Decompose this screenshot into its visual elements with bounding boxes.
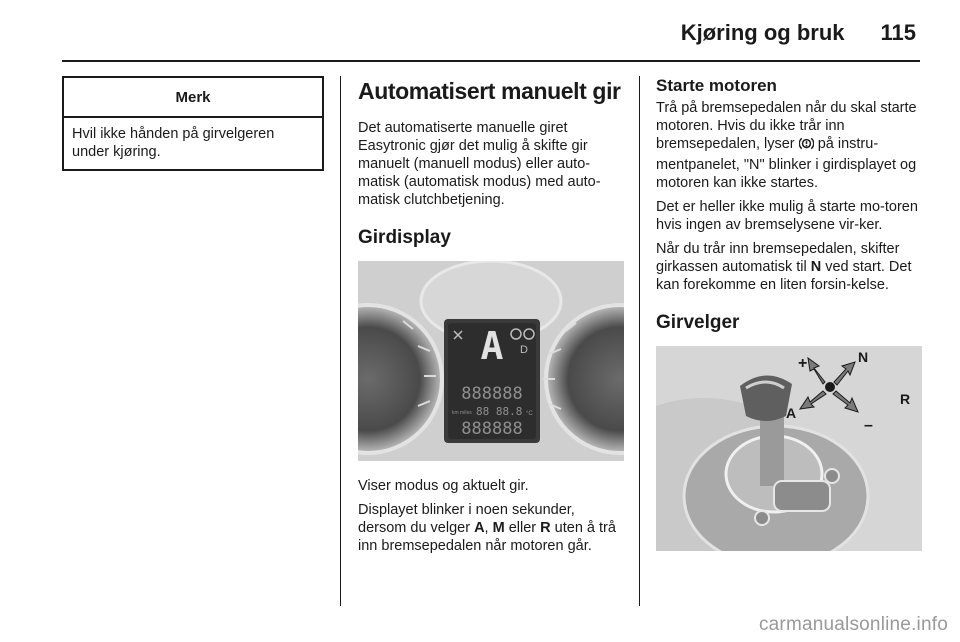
- display-unit: °C: [526, 411, 533, 417]
- column-divider: [340, 76, 341, 606]
- display-digits-bot: 888888: [461, 419, 523, 439]
- start-p1: Trå på bremsepedalen når du skal starte motoren. Hvis du ikke trår inn bremsepedalen, lyser på instru-mentpanelet, "N" blinker i girdisplayet og motoren kan ikke startes.: [656, 100, 917, 191]
- section-title: Automatisert manuelt gir: [358, 78, 621, 104]
- label-r: R: [900, 391, 911, 407]
- display-digits-top: 888888: [461, 384, 523, 404]
- start-engine-title: Starte motoren: [656, 76, 777, 95]
- left-column: [62, 76, 324, 171]
- header-section: Kjøring og bruk: [680, 20, 845, 45]
- display-small-label: km miles: [452, 410, 472, 416]
- label-minus: –: [864, 417, 873, 434]
- key-a: A: [474, 520, 485, 536]
- display-d: D: [520, 344, 528, 356]
- display-letter: A: [480, 324, 504, 368]
- watermark: carmanualsonline.info: [758, 614, 948, 635]
- note-body: Hvil ikke hånden på girvelgeren under kjøring.: [72, 126, 275, 160]
- label-n: N: [858, 349, 869, 365]
- note-title: Merk: [64, 78, 322, 118]
- page-number: 115: [880, 20, 916, 45]
- key-m: M: [492, 520, 505, 536]
- key-r: R: [540, 520, 551, 536]
- label-plus: +: [798, 355, 808, 372]
- column-divider: [639, 76, 640, 606]
- gear-display-photo: [358, 261, 624, 461]
- header-rule: [62, 60, 920, 62]
- start-p3: Når du trår inn bremsepedalen, skifter girkassen automatisk til N ved start. Det kan forekomme en liten forsin-kelse.: [656, 241, 912, 293]
- intro-text: Det automatiserte manuelle giret Easytronic gjør det mulig å skifte gir manuelt (manuell modus) eller auto-matisk (automatisk modus) med auto-matisk clutchbetjening.: [358, 120, 601, 208]
- display-digits-mid: 88 88.8: [476, 405, 523, 418]
- gear-display-p1: Viser modus og aktuelt gir.: [358, 478, 529, 494]
- brake-warning-icon: [799, 136, 814, 156]
- start-p2: Det er heller ikke mulig å starte mo-toren hvis ingen av bremselysene vir-ker.: [656, 199, 918, 233]
- right-column: [656, 76, 922, 551]
- key-n: N: [810, 259, 822, 275]
- page-header: [681, 20, 916, 46]
- note-box: [62, 76, 324, 171]
- gear-display-title: Girdisplay: [358, 227, 451, 248]
- middle-column: [358, 76, 623, 561]
- label-a: A: [786, 405, 797, 421]
- selector-title: Girvelger: [656, 312, 740, 333]
- gear-display-p2: Displayet blinker i noen sekunder, dersom du velger A, M eller R uten å trå inn bremsepedalen når motoren går.: [358, 502, 616, 554]
- gear-selector-photo: [656, 346, 922, 551]
